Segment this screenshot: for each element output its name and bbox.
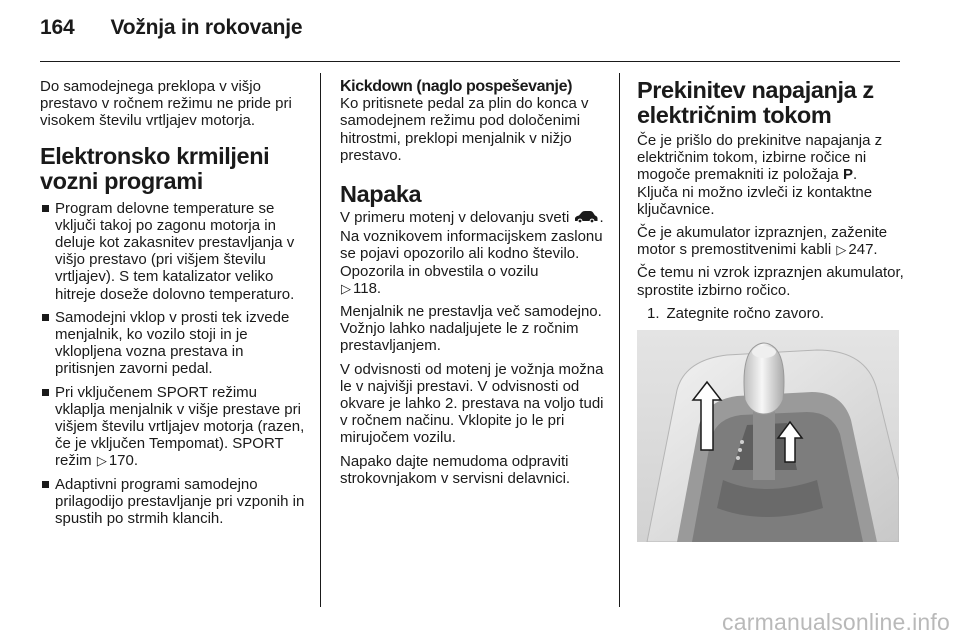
fault-paragraph-1: V primeru motenj v delovanju sveti . Na voznikovem informacijskem zaslonu se pojavi opozorilo ali kodno število. Opozorila in obvestila o vozilu ▷ 118. — [340, 209, 604, 297]
bullet-icon — [42, 314, 49, 321]
step-number: 1. — [647, 304, 660, 322]
page-title: Vožnja in rokovanje — [110, 16, 303, 39]
page-reference-link[interactable]: 170. — [108, 452, 139, 470]
page-reference-link[interactable]: 247. — [848, 241, 878, 259]
bullet-icon — [42, 389, 49, 396]
header-divider — [40, 61, 900, 62]
column-left — [40, 78, 306, 533]
bullet-icon — [42, 481, 49, 488]
gear-position-label: P — [842, 166, 853, 184]
list-item: Program delovne temperature se vključi takoj po zagonu motorja in deluje kot zakasnitev prestavljanja v višjo prestavo (pri višjem številu vrtljajev). S tem katalizator veliko hitreje doseže dolovno temperaturo. — [40, 200, 306, 303]
cross-reference-arrow-icon: ▷ — [96, 453, 107, 469]
gear-lever-illustration — [637, 330, 899, 542]
section-heading-power-failure: Prekinitev napajanja z električnim tokom — [637, 77, 874, 128]
kickdown-paragraph: Ko pritisnete pedal za plin do konca v samodejnem režimu pod določenimi hitrostmi, preklopi menjalnik v nižjo prestavo. — [340, 95, 589, 164]
intro-paragraph: Do samodejnega preklopa v višjo prestavo v ročnem režimu ne pride pri visokem številu vrtljajev motorja. — [40, 78, 292, 130]
section-heading-kickdown: Kickdown (naglo pospeševanje) — [340, 78, 573, 95]
car-warning-icon — [573, 210, 599, 228]
page-number: 164 — [40, 16, 75, 39]
step-text: Zategnite ročno zavoro. — [666, 304, 825, 322]
power-failure-paragraph-2: Če je akumulator izpraznjen, zaženite motor s premostitvenimi kabli ▷ 247. — [637, 224, 888, 259]
fault-paragraph-4: Napako dajte nemudoma odpraviti strokovnjakom v servisni delavnici. — [340, 452, 571, 487]
list-item: Adaptivni programi samodejno prilagodijo prestavljanje pri vzponih in spustih po strmih klancih. — [40, 476, 306, 528]
column-middle — [340, 78, 606, 493]
column-right — [637, 78, 905, 322]
watermark: carmanualsonline.info — [722, 609, 950, 635]
fault-paragraph-2: Menjalnik ne prestavlja več samodejno. Vožnjo lahko nadaljujete le z ročnim prestavljanjem. — [340, 303, 602, 355]
column-divider-2 — [619, 73, 620, 607]
section-heading-driving-programs: Elektronsko krmiljeni vozni programi — [40, 142, 270, 194]
list-item: Pri vključenem SPORT režimu vklaplja menjalnik v višje prestave pri višjem številu vrtljajev motorja (razen, če je vključen Tempomat). SPORT režim ▷ 170. — [40, 384, 306, 470]
step-item — [637, 305, 905, 322]
cross-reference-arrow-icon: ▷ — [341, 280, 351, 296]
page-header — [40, 16, 302, 48]
power-failure-paragraph-1: Če je prišlo do prekinitve napajanja z električnim tokom, izbirne ročice ni mogoče premakniti iz položaja P. Ključa ni možno izvleči iz kontaktne ključavnice. — [637, 132, 883, 218]
fault-paragraph-3: V odvisnosti od motenj je vožnja možna le v najvišji prestavi. V odvisnosti od okvare je lahko 2. prestava na voljo tudi v ročnem načinu. Vklopite jo le pri mirujočem vozilu. — [340, 360, 604, 447]
column-divider-1 — [320, 73, 321, 607]
section-heading-fault: Napaka — [340, 181, 422, 208]
list-item: Samodejni vklop v prosti tek izvede menjalnik, ko vozilo stoji in je vklopljena vozna prestava in pritisnjen zavorni pedal. — [40, 309, 306, 378]
bullet-icon — [42, 205, 49, 212]
bullet-list — [40, 200, 306, 528]
cross-reference-arrow-icon: ▷ — [836, 242, 847, 258]
power-failure-paragraph-3: Če temu ni vzrok izpraznjen akumulator, sprostite izbirno ročico. — [637, 264, 904, 299]
page-reference-link[interactable]: 118. — [353, 279, 382, 297]
